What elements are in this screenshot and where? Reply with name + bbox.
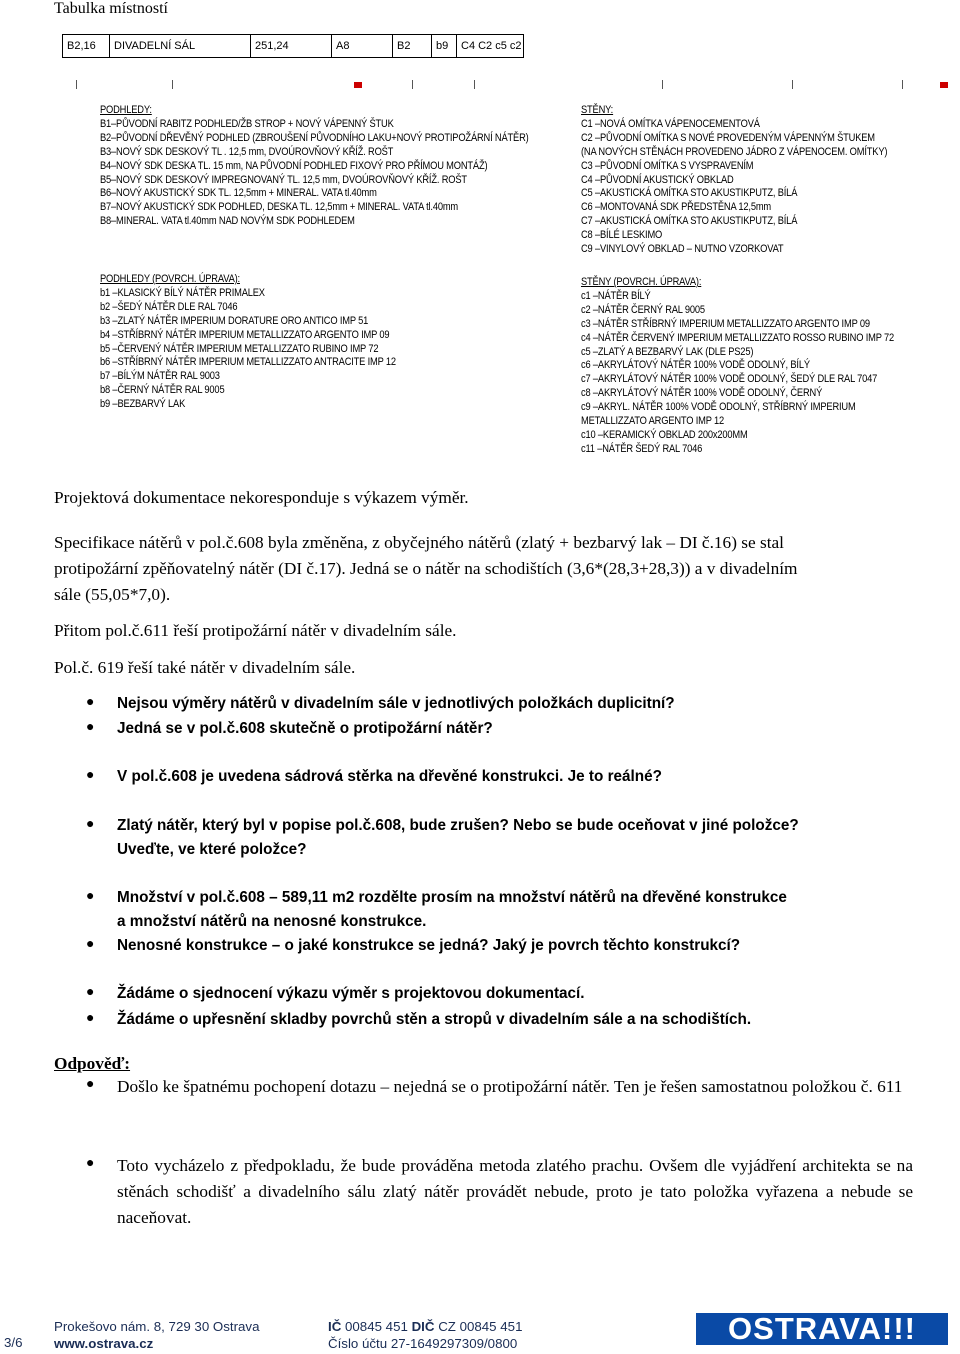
room-walls: C4 C2 c5 c2 <box>461 40 522 52</box>
legend-item: c1 –NÁTĚR BÍLÝ <box>581 289 651 302</box>
room-floor: A8 <box>332 35 393 57</box>
dic-value: CZ 00845 451 <box>438 1319 523 1334</box>
legend-item: c3 –NÁTĚR STŘÍBRNÝ IMPERIUM METALLIZZATO ARGENTO IMP 09 <box>581 317 870 330</box>
question-item-continued: a množství nátěrů na nenosné konstrukce. <box>117 913 427 930</box>
question-item-continued: Uveďte, ve které položce? <box>117 841 307 858</box>
legend-item: B4–NOVÝ SDK DESKA TL. 15 mm, NA PŮVODNÍ PODHLED FIXOVÝ PRO PŘÍMOU MONTÁŽ) <box>100 159 488 172</box>
footer-web-link[interactable]: www.ostrava.cz <box>54 1336 154 1351</box>
answer-heading: Odpověď: <box>54 1054 131 1073</box>
legend-item: B7–NOVÝ AKUSTICKÝ SDK PODHLED, DESKA TL. 12,5mm + MINERAL. VATA tl.40mm <box>100 201 459 214</box>
bullet-icon: ● <box>86 1156 95 1171</box>
legend-item: C6 –MONTOVANÁ SDK PŘEDSTĚNA 12,5mm <box>581 201 772 214</box>
legend-item: c2 –NÁTĚR ČERNÝ RAL 9005 <box>581 303 705 316</box>
bullet-icon: ● <box>86 695 95 710</box>
legend-item: b6 –STŘÍBRNÝ NÁTĚR IMPERIUM METALLIZZATO ANTRACITE IMP 12 <box>100 356 396 369</box>
legend-item: b9 –BEZBARVÝ LAK <box>100 398 186 411</box>
legend-ceiling-finish <box>100 273 396 412</box>
bullet-icon: ● <box>86 720 95 735</box>
paragraph: Specifikace nátěrů v pol.č.608 byla změněna, z obyčejného nátěrů (zlatý + bezbarvý lak – DI č.16) se stal <box>54 533 784 552</box>
ic-label: IČ <box>328 1319 342 1334</box>
room-name: DIVADELNÍ SÁL <box>110 35 251 57</box>
legend-item: METALLIZZATO ARGENTO IMP 12 <box>581 415 725 428</box>
drawing-crop-edge <box>62 80 960 90</box>
legend-item: c10 –KERAMICKÝ OBKLAD 200x200MM <box>581 428 748 441</box>
bullet-icon: ● <box>86 937 95 952</box>
legend-item: C1 –NOVÁ OMÍTKA VÁPENOCEMENTOVÁ <box>581 117 760 130</box>
legend-item: C3 –PŮVODNÍ OMÍTKA S VYSPRAVENÍM <box>581 159 754 172</box>
legend-item: b5 –ČERVENÝ NÁTĚR IMPERIUM METALLIZZATO RUBINO IMP 72 <box>100 342 379 355</box>
legend-ceilings <box>100 104 529 229</box>
legend-item: c6 –AKRYLÁTOVÝ NÁTĚR 100% VODĚ ODOLNÝ, BÍLÝ <box>581 359 810 372</box>
question-item: Jedná se v pol.č.608 skutečně o protipožární nátěr? <box>117 720 493 737</box>
bullet-icon: ● <box>86 817 95 832</box>
room-table-row <box>62 34 524 58</box>
page-title: Tabulka místností <box>54 0 168 17</box>
legend-item: (NA NOVÝCH STĚNÁCH PROVEDENO JÁDRO Z VÁPENOCEM. OMÍTKY) <box>581 145 888 158</box>
legend-item: b7 –BÍLÝM NÁTĚR RAL 9003 <box>100 370 220 383</box>
paragraph: Projektová dokumentace nekoresponduje s výkazem výměr. <box>54 488 469 507</box>
legend-item: c9 –AKRYL. NÁTĚR 100% VODĚ ODOLNÝ, STŘÍBRNÝ IMPERIUM <box>581 401 856 414</box>
answer-item: Toto vycházelo z předpokladu, že bude prováděna metoda zlatého prachu. Ovšem dle vyjádření architekta se na stěnách schodišť a divadelního sálu zlatý nátěr provádět nebude, proto je tato položka vyřazena a nebude se naceňovat. <box>117 1156 913 1227</box>
question-item: Nejsou výměry nátěrů v divadelním sále v jednotlivých položkách duplicitní? <box>117 695 675 712</box>
question-item: Žádáme o upřesnění skladby povrchů stěn a stropů v divadelním sále a na schodištích. <box>117 1011 752 1028</box>
question-item: Žádáme o sjednocení výkazu výměr s projektovou dokumentací. <box>117 985 585 1002</box>
ostrava-logo <box>696 1313 948 1345</box>
legend-item: B3–NOVÝ SDK DESKOVÝ TL . 12,5 mm, DVOÚROVŇOVÝ KŘÍŽ. ROŠT <box>100 145 394 158</box>
legend-heading: PODHLEDY (POVRCH. ÚPRAVA): <box>100 273 240 285</box>
legend-item: B2–PŮVODNÍ DŘEVĚNÝ PODHLED (ZBROUŠENÍ PŮVODNÍHO LAKU+NOVÝ PROTIPOŽÁRNÍ NÁTĚR) <box>100 131 529 144</box>
legend-item: B8–MINERAL. VATA tl.40mm NAD NOVÝM SDK PODHLEDEM <box>100 215 355 228</box>
legend-wall-finish <box>581 276 894 457</box>
legend-item: C7 –AKUSTICKÁ OMÍTKA STO AKUSTIKPUTZ, BÍLÁ <box>581 215 798 228</box>
paragraph: protipožární zpěňovatelný nátěr (DI č.17). Jedná se o nátěr na schodištích (3,6*(28,3+28,3)) a v divadelním <box>54 559 798 578</box>
legend-item: c5 –ZLATÝ A BEZBARVÝ LAK (DLE PS25) <box>581 345 754 358</box>
legend-item: C8 –BÍLÉ LESKIMO <box>581 229 663 242</box>
legend-item: c7 –AKRYLÁTOVÝ NÁTĚR 100% VODĚ ODOLNÝ, ŠEDÝ DLE RAL 7047 <box>581 373 878 386</box>
legend-item: C2 –PŮVODNÍ OMÍTKA S NOVÉ PROVEDENÝM VÁPENNÝM ŠTUKEM <box>581 131 875 144</box>
bullet-icon: ● <box>86 985 95 1000</box>
legend-item: c4 –NÁTĚR ČERVENÝ IMPERIUM METALLIZZATO ROSSO RUBINO IMP 72 <box>581 331 895 344</box>
legend-item: b8 –ČERNÝ NÁTĚR RAL 9005 <box>100 384 225 397</box>
legend-heading: PODHLEDY: <box>100 104 152 116</box>
legend-item: B1–PŮVODNÍ RABITZ PODHLED/ŽB STROP + NOVÝ VÁPENNÝ ŠTUK <box>100 117 394 130</box>
legend-walls <box>581 104 887 257</box>
answer-item: Došlo ke špatnému pochopení dotazu – nejedná se o protipožární nátěr. Ten je řešen samostatnou položkou č. 611 <box>117 1077 903 1096</box>
question-item: Nenosné konstrukce – o jaké konstrukce se jedná? Jaký je povrch těchto konstrukcí? <box>117 937 741 954</box>
footer-ids <box>328 1319 522 1335</box>
legend-item: b3 –ZLATÝ NÁTĚR IMPERIUM DORATURE ORO ANTICO IMP 51 <box>100 314 369 327</box>
legend-item: c11 –NÁTĚR ŠEDÝ RAL 7046 <box>581 442 703 455</box>
page-number: 3/6 <box>4 1335 23 1350</box>
paragraph: sále (55,05*7,0). <box>54 585 171 604</box>
footer-address: Prokešovo nám. 8, 729 30 Ostrava <box>54 1319 260 1334</box>
room-ceiling-finish: b9 <box>432 35 457 57</box>
question-item: Množství v pol.č.608 – 589,11 m2 rozdělte prosím na množství nátěrů na dřevěné konstrukce <box>117 889 787 906</box>
legend-item: C4 –PŮVODNÍ AKUSTICKÝ OBKLAD <box>581 173 734 186</box>
legend-item: C9 –VINYLOVÝ OBKLAD – NUTNO VZORKOVAT <box>581 243 784 256</box>
question-item: Zlatý nátěr, který byl v popise pol.č.608, bude zrušen? Nebo se bude oceňovat v jiné položce? <box>117 817 799 834</box>
ic-value: 00845 451 <box>345 1319 408 1334</box>
logo-text: OSTRAVA!!! <box>728 1311 916 1346</box>
bullet-icon: ● <box>86 1077 95 1092</box>
legend-item: b1 –KLASICKÝ BÍLÝ NÁTĚR PRIMALEX <box>100 286 265 299</box>
paragraph: Pol.č. 619 řeší také nátěr v divadelním sále. <box>54 658 356 677</box>
bullet-icon: ● <box>86 889 95 904</box>
bullet-icon: ● <box>86 768 95 783</box>
question-item: V pol.č.608 je uvedena sádrová stěrka na dřevěné konstrukci. Je to reálné? <box>117 768 662 785</box>
legend-item: C5 –AKUSTICKÁ OMÍTKA STO AKUSTIKPUTZ, BÍLÁ <box>581 187 798 200</box>
legend-item: c8 –AKRYLÁTOVÝ NÁTĚR 100% VODĚ ODOLNÝ, ČERNÝ <box>581 387 823 400</box>
room-ceiling: B2 <box>393 35 432 57</box>
legend-item: b4 –STŘÍBRNÝ NÁTĚR IMPERIUM METALLIZZATO ARGENTO IMP 09 <box>100 328 390 341</box>
legend-item: B6–NOVÝ AKUSTICKÝ SDK TL. 12,5mm + MINERAL. VATA tl.40mm <box>100 187 377 200</box>
legend-heading: STĚNY: <box>581 104 614 116</box>
paragraph: Přitom pol.č.611 řeší protipožární nátěr v divadelním sále. <box>54 621 457 640</box>
legend-item: b2 –ŠEDÝ NÁTĚR DLE RAL 7046 <box>100 300 238 313</box>
bullet-icon: ● <box>86 1011 95 1026</box>
legend-heading: STĚNY (POVRCH. ÚPRAVA): <box>581 276 702 288</box>
room-number: B2,16 <box>63 35 110 57</box>
footer-account: Číslo účtu 27-1649297309/0800 <box>328 1336 518 1351</box>
room-area: 251,24 <box>251 35 332 57</box>
legend-item: B5–NOVÝ SDK DESKOVÝ IMPREGNOVANÝ TL. 12,5 mm, DVOÚROVŇOVÝ KŘÍŽ. ROŠT <box>100 173 467 186</box>
dic-label: DIČ <box>411 1319 435 1334</box>
